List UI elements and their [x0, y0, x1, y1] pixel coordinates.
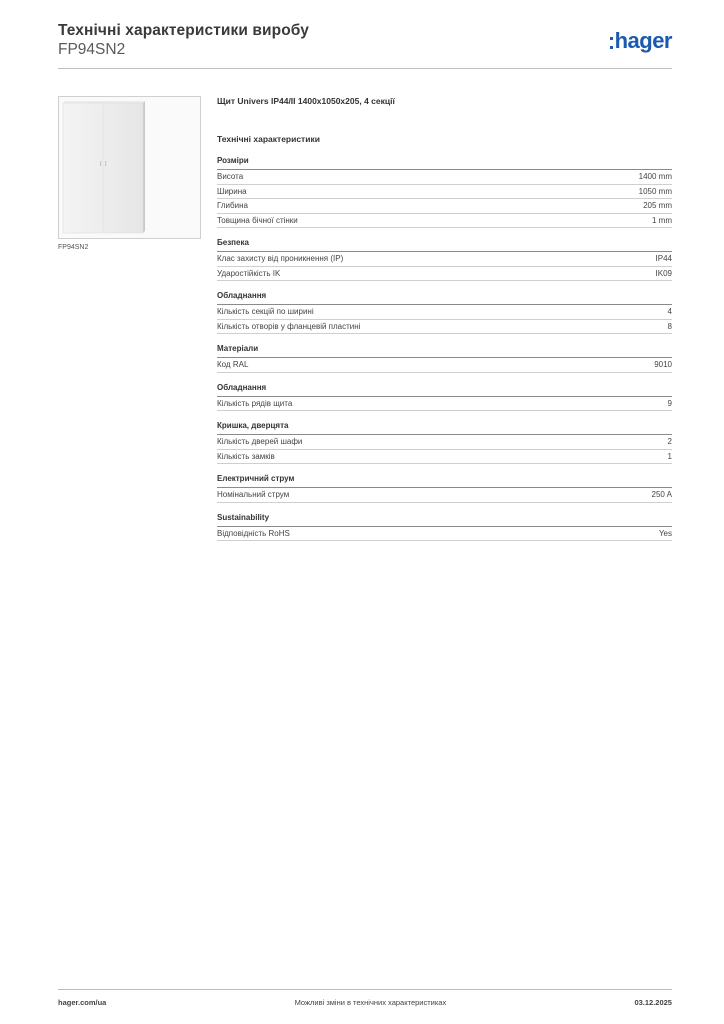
spec-group-header: [217, 291, 672, 305]
spec-group: [217, 238, 672, 281]
spec-group-title: Sustainability: [217, 512, 270, 522]
image-caption: FP94SN2: [58, 244, 89, 251]
spec-value: 9: [667, 398, 672, 408]
spec-value: 4: [667, 307, 672, 316]
logo-text: hager: [614, 28, 672, 53]
spec-label: Глибина: [217, 201, 248, 210]
spec-group: [217, 291, 672, 334]
spec-label: Ширина: [217, 186, 247, 196]
spec-row: [217, 397, 672, 412]
product-code: FP94SN2: [58, 41, 126, 58]
spec-row: [217, 527, 672, 542]
spec-group-title: Обладнання: [217, 291, 267, 300]
spec-row: [217, 435, 672, 450]
spec-group-title: Кришка, дверцята: [217, 421, 289, 430]
spec-row: [217, 450, 672, 465]
spec-label: Кількість замків: [217, 451, 275, 461]
spec-row: [217, 305, 672, 320]
spec-group-header: [217, 421, 672, 435]
spec-row: [217, 170, 672, 185]
spec-group: [217, 156, 672, 228]
footer-note: Можливі зміни в технічних характеристиках: [294, 998, 447, 1007]
spec-value: IK09: [655, 268, 672, 278]
spec-group: [217, 474, 672, 503]
spec-group-header: [217, 156, 672, 170]
footer-date: 03.12.2025: [634, 998, 672, 1007]
spec-row: [217, 267, 672, 282]
spec-label: Клас захисту від проникнення (IP): [217, 254, 344, 263]
spec-group-title: Обладнання: [217, 382, 267, 392]
spec-row: [217, 488, 672, 503]
spec-group: [217, 513, 672, 542]
spec-value: 1: [667, 451, 672, 461]
spec-row: [217, 214, 672, 229]
product-image: [58, 96, 201, 239]
page-title: Технічні характеристики виробу: [58, 22, 309, 39]
spec-label: Номінальний струм: [217, 490, 290, 499]
spec-value: 205 mm: [643, 201, 672, 210]
spec-group-header: [217, 474, 672, 488]
spec-group: [217, 344, 672, 373]
spec-group: [217, 383, 672, 412]
spec-group-title: Розміри: [217, 156, 249, 165]
spec-label: Ударостійкість IK: [217, 268, 281, 278]
spec-value: 1 mm: [652, 215, 672, 225]
footer-divider: [58, 989, 672, 990]
spec-label: Код RAL: [217, 360, 249, 369]
enclosure-illustration: [59, 97, 200, 238]
spec-label: Кількість секцій по ширині: [217, 307, 314, 316]
spec-group-title: Електричний струм: [217, 474, 295, 483]
spec-group-header: [217, 383, 672, 397]
spec-group-title: Безпека: [217, 238, 249, 247]
spec-label: Кількість рядів щита: [217, 398, 293, 408]
page-footer: [58, 998, 672, 1007]
product-name: Щит Univers IP44/II 1400x1050x205, 4 секції: [217, 96, 395, 106]
spec-group-header: [217, 344, 672, 358]
spec-group: [217, 421, 672, 464]
spec-value: 8: [667, 321, 672, 331]
spec-groups: [217, 156, 672, 541]
spec-row: [217, 252, 672, 267]
logo-dots-icon: [610, 37, 613, 49]
spec-group-header: [217, 513, 672, 527]
hager-logo: [610, 30, 672, 52]
footer-website: hager.com/ua: [58, 998, 107, 1007]
spec-group-title: Матеріали: [217, 344, 259, 353]
spec-row: [217, 199, 672, 214]
spec-content: [217, 96, 672, 551]
page-header: [58, 22, 309, 59]
spec-label: Товщина бічної стінки: [217, 215, 298, 225]
spec-value: 9010: [654, 360, 672, 369]
spec-label: Кількість дверей шафи: [217, 437, 303, 446]
spec-label: Відповідність RoHS: [217, 528, 290, 538]
spec-value: 1400 mm: [638, 172, 672, 181]
spec-value: 2: [667, 437, 672, 446]
spec-row: [217, 320, 672, 335]
spec-row: [217, 358, 672, 373]
spec-value: IP44: [655, 254, 672, 263]
spec-value: 1050 mm: [638, 186, 672, 196]
spec-value: Yes: [658, 528, 672, 538]
spec-group-header: [217, 238, 672, 252]
spec-label: Кількість отворів у фланцевій пластині: [217, 321, 361, 331]
spec-row: [217, 185, 672, 200]
spec-label: Висота: [217, 172, 244, 181]
header-divider: [58, 68, 672, 69]
section-heading: Технічні характеристики: [217, 134, 320, 144]
spec-value: 250 A: [651, 490, 672, 499]
